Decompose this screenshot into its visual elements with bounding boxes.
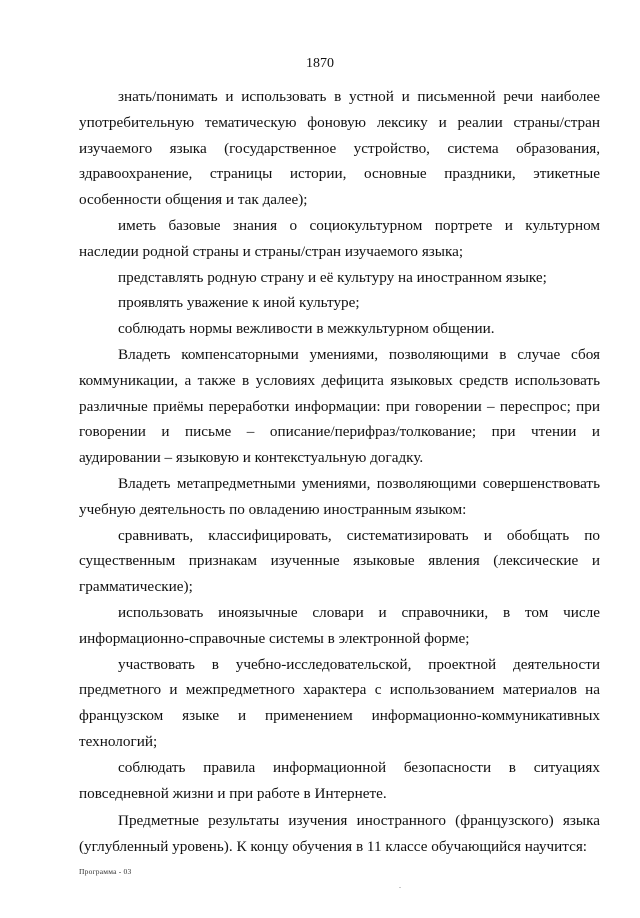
paragraph: иметь базовые знания о социокультурном портрете и культурном наследии родной страны и страны/стран изучаемого языка; — [79, 216, 600, 260]
paragraph: проявлять уважение к иной культуре; — [118, 294, 360, 312]
footer-label: Программа - 03 — [79, 867, 132, 876]
paragraph: использовать иноязычные словари и справочники, в том числе информационно-справочные системы в электронной форме; — [79, 603, 600, 647]
document-body — [79, 84, 600, 860]
paragraph: соблюдать нормы вежливости в межкультурном общении. — [118, 320, 495, 338]
paragraph: соблюдать правила информационной безопасности в ситуациях повседневной жизни и при работе в Интернете. — [79, 758, 600, 802]
paragraph: представлять родную страну и её культуру на иностранном языке; — [118, 268, 547, 286]
paragraph: Владеть метапредметными умениями, позволяющими совершенствовать учебную деятельность по овладению иностранным языком: — [79, 474, 600, 518]
paragraph: Предметные результаты изучения иностранного (французского) языка (углубленный уровень). К концу обучения в 11 классе обучающийся научится: — [79, 812, 600, 856]
paragraph: сравнивать, классифицировать, систематизировать и обобщать по существенным признакам изученные языковые явления (лексические и грамматические); — [79, 526, 600, 596]
paragraph: участвовать в учебно-исследовательской, проектной деятельности предметного и межпредметного характера с использованием материалов на французском языке и применением информационно-коммуникативных технологий; — [79, 655, 600, 750]
scan-speck — [399, 887, 401, 888]
paragraph: знать/понимать и использовать в устной и письменной речи наиболее употребительную тематическую фоновую лексику и реалии страны/стран изучаемого языка (государственное устройство, система образования, здравоохранение, страницы истории, основные праздники, этикетные особенности общения и так далее); — [79, 88, 600, 209]
page-number: 1870 — [306, 56, 334, 71]
paragraph: Владеть компенсаторными умениями, позволяющими в случае сбоя коммуникации, а также в условиях дефицита языковых средств использовать различные приёмы переработки информации: при говорении – переспрос; при говорении и письме – описание/перифраз/толкование; при чтении и аудировании – языковую и контекстуальную догадку. — [79, 345, 600, 467]
